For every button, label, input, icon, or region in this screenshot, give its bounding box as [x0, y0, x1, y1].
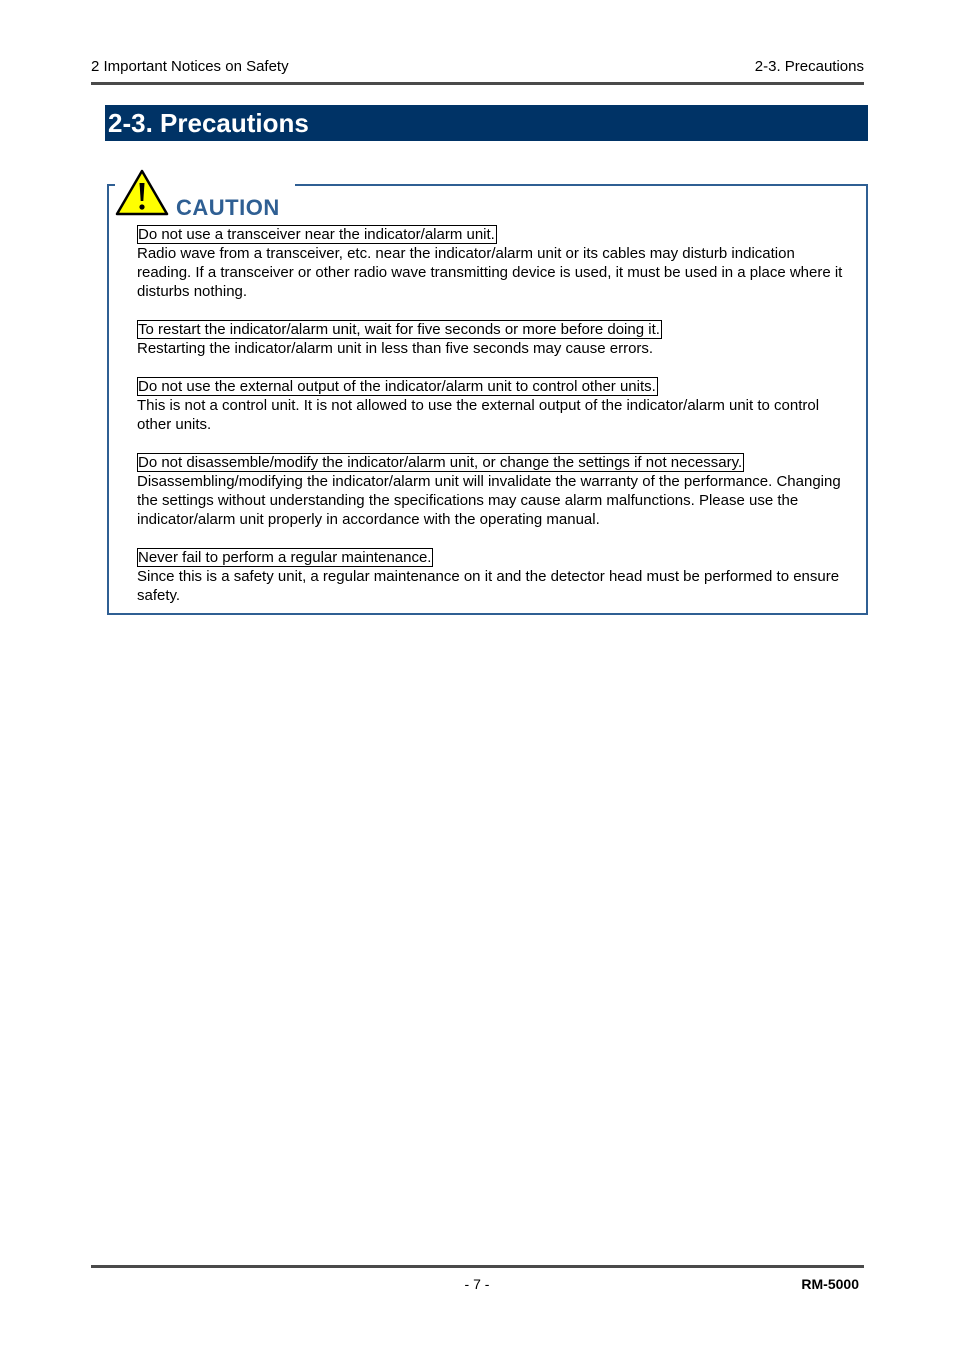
- caution-item: [137, 548, 849, 605]
- model-name: RM-5000: [801, 1276, 859, 1292]
- caution-items: [137, 225, 849, 624]
- caution-item-body: Disassembling/modifying the indicator/alarm unit will invalidate the warranty of the performance. Changing the settings without understanding the specifications may cause alarm malfunctions. Please use the indicator/alarm unit properly in accordance with the operating manual.: [137, 473, 841, 528]
- caution-item-body: Radio wave from a transceiver, etc. near the indicator/alarm unit or its cables may disturb indication reading. If a transceiver or other radio wave transmitting device is used, it must be used in a place where it disturbs nothing.: [137, 245, 843, 300]
- caution-item: [137, 225, 849, 301]
- section-title-bar: [105, 105, 868, 141]
- running-header-section: 2-3. Precautions: [754, 58, 864, 75]
- caution-item-body: Restarting the indicator/alarm unit in less than five seconds may cause errors.: [137, 340, 654, 357]
- warning-triangle-icon: [114, 168, 170, 218]
- caution-item-heading: Do not disassemble/modify the indicator/alarm unit, or change the settings if not necessary.: [138, 454, 743, 471]
- caution-item: [137, 453, 849, 529]
- caution-item-heading: Do not use a transceiver near the indicator/alarm unit.: [138, 226, 495, 243]
- caution-item-heading: Never fail to perform a regular maintenance.: [138, 549, 432, 566]
- caution-item: [137, 320, 849, 358]
- page-number: - 7 -: [464, 1276, 490, 1292]
- caution-item-body: This is not a control unit. It is not allowed to use the external output of the indicator/alarm unit to control other units.: [137, 397, 820, 433]
- caution-item-heading: To restart the indicator/alarm unit, wait for five seconds or more before doing it.: [138, 321, 660, 338]
- running-header-chapter: 2 Important Notices on Safety: [91, 58, 289, 75]
- caution-item-heading: Do not use the external output of the indicator/alarm unit to control other units.: [138, 378, 656, 395]
- caution-item: [137, 377, 849, 434]
- caution-item-body: Since this is a safety unit, a regular maintenance on it and the detector head must be performed to ensure safety.: [137, 568, 840, 604]
- footer-divider: [91, 1265, 864, 1268]
- section-title: 2-3. Precautions: [108, 108, 309, 138]
- caution-label: CAUTION: [176, 195, 280, 220]
- header-divider: [91, 82, 864, 85]
